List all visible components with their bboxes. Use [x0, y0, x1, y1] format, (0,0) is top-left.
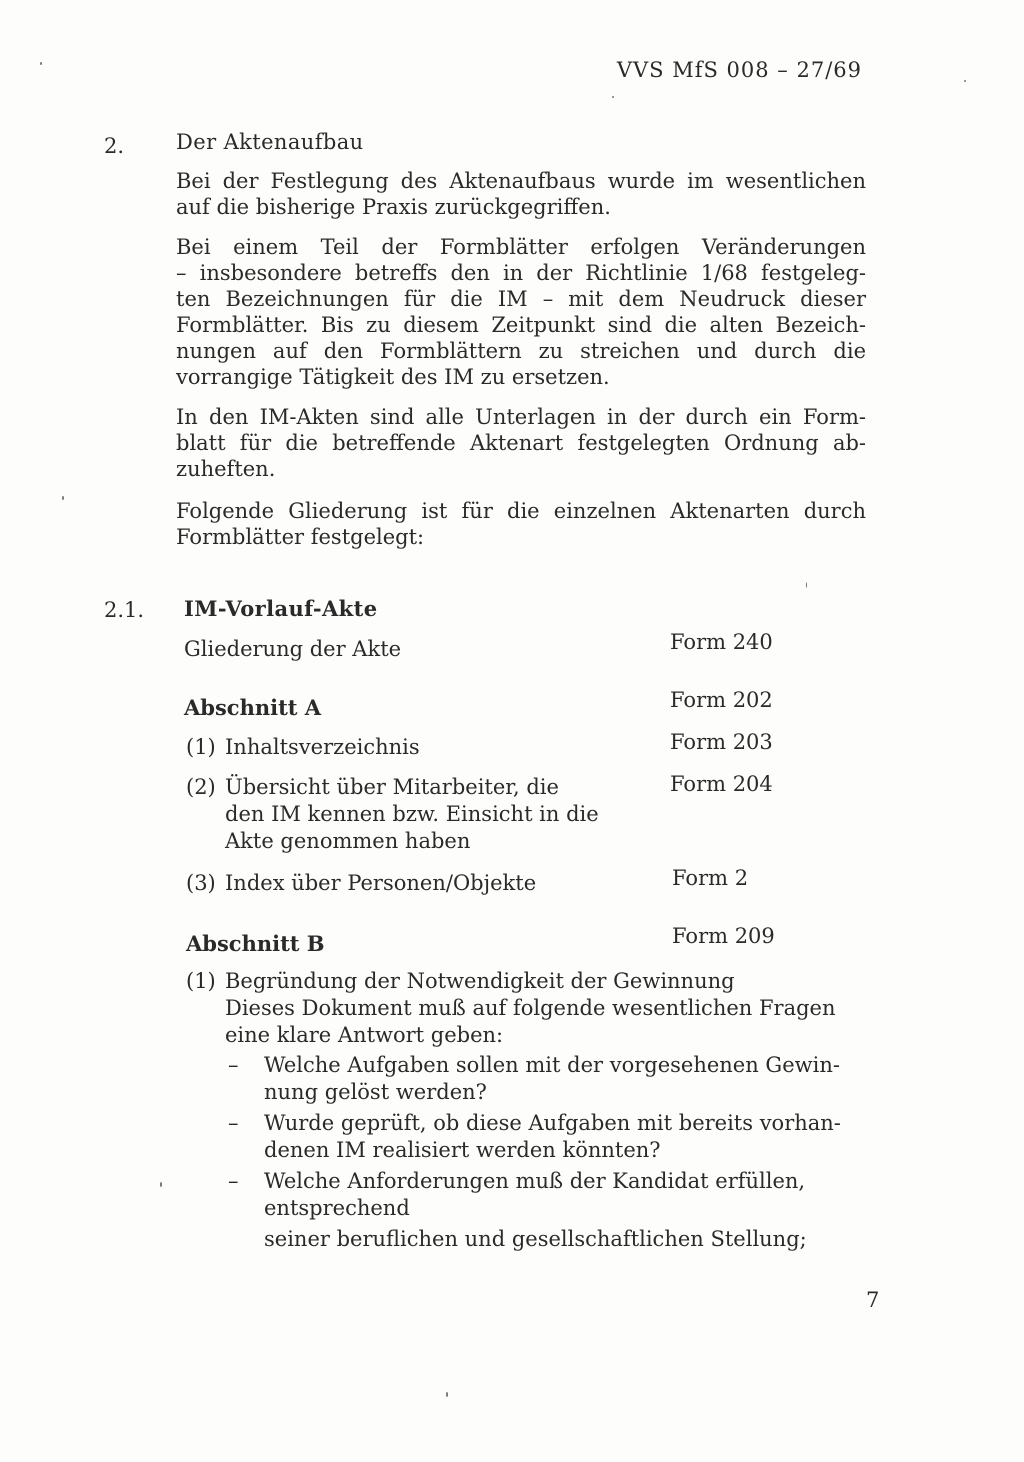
paragraph-line: ten Bezeichnungen für die IM – mit dem Neudruck dieser: [176, 287, 866, 311]
item-text: Akte genommen haben: [225, 829, 471, 853]
paragraph-line: Folgende Gliederung ist für die einzelnen Aktenarten durch: [176, 499, 866, 523]
scan-speck: [612, 96, 614, 98]
abschnitt-a-label: Abschnitt A: [184, 695, 322, 720]
abschnitt-b-label: Abschnitt B: [186, 931, 325, 956]
item-text: den IM kennen bzw. Einsicht in die: [225, 802, 599, 826]
item-text: Inhaltsverzeichnis: [225, 735, 420, 759]
bullet-dash: –: [228, 1169, 239, 1193]
item-text: Begründung der Notwendigkeit der Gewinnung: [225, 969, 735, 993]
paragraph-line: vorrangige Tätigkeit des IM zu ersetzen.: [176, 365, 610, 389]
form-number: Form 209: [672, 924, 775, 948]
section-number: 2.1.: [104, 598, 145, 622]
section-number: 2.: [104, 134, 125, 158]
paragraph: [176, 234, 866, 390]
paragraph-line: Bei einem Teil der Formblätter erfolgen Veränderungen: [176, 235, 866, 259]
paragraph: [176, 498, 866, 550]
paragraph-line: – insbesondere betreffs den in der Richtlinie 1/68 festgeleg-: [176, 261, 866, 285]
item-text: Übersicht über Mitarbeiter, die: [225, 775, 559, 799]
form-number: Form 203: [670, 730, 773, 754]
form-number: Form 240: [670, 630, 773, 654]
section-title: Der Aktenaufbau: [176, 130, 364, 154]
gliederung-label: Gliederung der Akte: [184, 637, 402, 661]
bullet-text: Welche Aufgaben sollen mit der vorgesehenen Gewin-: [264, 1053, 840, 1077]
form-number: Form 202: [670, 688, 773, 712]
paragraph-line: zuheften.: [176, 457, 276, 481]
paragraph: [176, 168, 866, 220]
item-text: eine klare Antwort geben:: [225, 1023, 504, 1047]
bullet-text: Wurde geprüft, ob diese Aufgaben mit bereits vorhan-: [264, 1111, 841, 1135]
paragraph-line: nungen auf den Formblättern zu streichen und durch die: [176, 339, 866, 363]
bullet-text: seiner beruflichen und gesellschaftlichen Stellung;: [264, 1227, 807, 1251]
paragraph-line: Formblätter festgelegt:: [176, 525, 425, 549]
scan-speck: [160, 1182, 162, 1187]
form-number: Form 2: [672, 866, 749, 890]
paragraph: [176, 404, 866, 482]
item-number: (1): [186, 735, 216, 759]
paragraph-line: auf die bisherige Praxis zurückgegriffen.: [176, 195, 611, 219]
bullet-text: denen IM realisiert werden könnten?: [264, 1138, 661, 1162]
bullet-dash: –: [228, 1111, 239, 1135]
bullet-text: Welche Anforderungen muß der Kandidat erfüllen,: [264, 1169, 806, 1193]
scan-speck: [806, 582, 807, 588]
section-title: IM-Vorlauf-Akte: [184, 596, 378, 621]
bullet-text: nung gelöst werden?: [264, 1080, 487, 1104]
item-text: Dieses Dokument muß auf folgende wesentlichen Fragen: [225, 996, 836, 1020]
paragraph-line: Formblätter. Bis zu diesem Zeitpunkt sind die alten Bezeich-: [176, 313, 866, 337]
bullet-dash: –: [228, 1053, 239, 1077]
item-number: (3): [186, 871, 216, 895]
item-number: (2): [186, 775, 216, 799]
document-reference: VVS MfS 008 – 27/69: [616, 58, 862, 82]
form-number: Form 204: [670, 772, 773, 796]
scan-speck: [964, 80, 966, 82]
scan-speck: [446, 1392, 448, 1397]
scan-speck: [62, 496, 64, 500]
page-number: 7: [866, 1288, 880, 1312]
paragraph-line: Bei der Festlegung des Aktenaufbaus wurde im wesentlichen: [176, 169, 866, 193]
bullet-text: entsprechend: [264, 1196, 410, 1220]
paragraph-line: blatt für die betreffende Aktenart festgelegten Ordnung ab-: [176, 431, 866, 455]
paragraph-line: In den IM-Akten sind alle Unterlagen in der durch ein Form-: [176, 405, 866, 429]
item-text: Index über Personen/Objekte: [225, 871, 537, 895]
scan-speck: [40, 62, 42, 65]
item-number: (1): [186, 969, 216, 993]
